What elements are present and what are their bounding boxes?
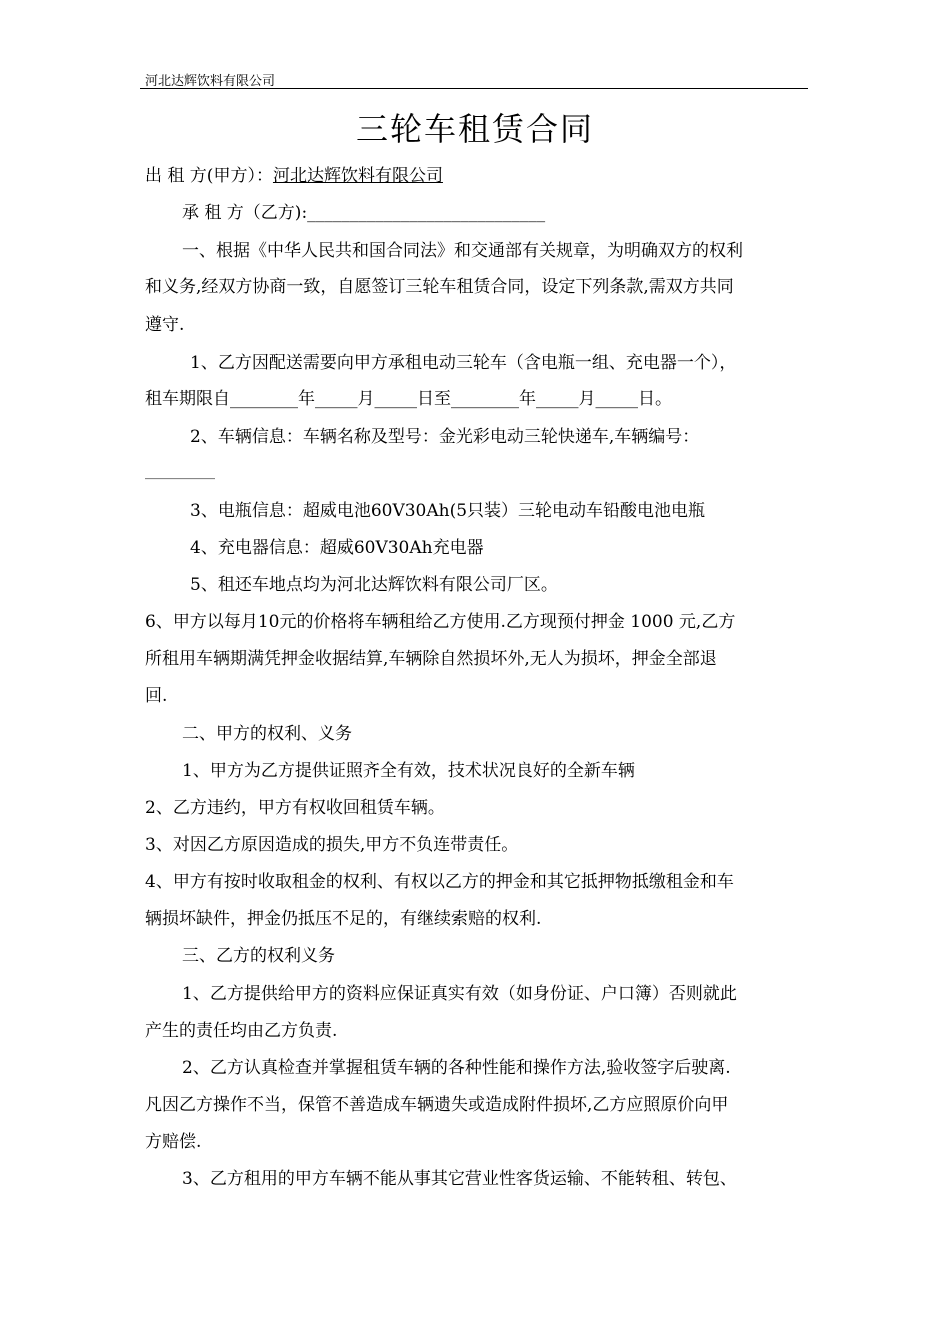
document-title: 三轮车租赁合同 [355,110,594,148]
header-divider [140,88,808,89]
item-3: 3、电瓶信息：超威电池60V30Ah(5只装）三轮电动车铅酸电池电瓶 [190,501,706,521]
lessor-line [145,168,443,185]
clause-1-line-2: 和义务,经双方协商一致，自愿签订三轮车租赁合同，设定下列条款,需双方共同 [145,277,734,297]
item-2-line-2: __________ [145,464,215,480]
clause-1-line-1: 一、根据《中华人民共和国合同法》和交通部有关规章，为明确双方的权利 [182,241,743,261]
lessee-label: 承 租 方（乙方): [182,203,308,223]
item-2-line-1: 2、车辆信息：车辆名称及型号：金光彩电动三轮快递车,车辆编号： [190,427,700,447]
section-2-item-3: 3、对因乙方原因造成的损失,甲方不负连带责任。 [145,835,519,855]
section-3-item-1-line-2: 产生的责任均由乙方负责. [145,1021,338,1041]
item-1-line-2: 租车期限自________年_____月_____日至________年_____月_____日。 [145,389,672,409]
lessee-line [182,205,545,222]
lessee-value: ____________________________ [307,203,546,223]
item-5: 5、租还车地点均为河北达辉饮料有限公司厂区。 [190,575,558,595]
lessor-label: 出 租 方(甲方）： [145,166,273,186]
section-3-item-1-line-1: 1、乙方提供给甲方的资料应保证真实有效（如身份证、户口簿）否则就此 [182,984,737,1004]
section-2-heading: 二、甲方的权利、义务 [182,724,352,744]
section-3-item-2-line-1: 2、乙方认真检查并掌握租赁车辆的各种性能和操作方法,验收签字后驶离. [182,1058,731,1078]
section-2-item-4-line-1: 4、甲方有按时收取租金的权利、有权以乙方的押金和其它抵押物抵缴租金和车 [145,872,734,892]
item-4: 4、充电器信息：超威60V30Ah充电器 [190,538,484,558]
section-2-item-4-line-2: 辆损坏缺件，押金仍抵压不足的，有继续索赔的权利. [145,909,542,929]
clause-1-line-3: 遵守. [145,315,185,335]
item-6-line-3: 回. [145,686,168,706]
section-2-item-1: 1、甲方为乙方提供证照齐全有效，技术状况良好的全新车辆 [182,761,635,781]
section-3-item-2-line-3: 方赔偿. [145,1132,202,1152]
header-company: 河北达辉饮料有限公司 [145,74,276,89]
item-1-line-1: 1、乙方因配送需要向甲方承租电动三轮车（含电瓶一组、充电器一个）， [190,353,737,373]
item-6-line-1: 6、甲方以每月10元的价格将车辆租给乙方使用.乙方现预付押金 1000 元,乙方 [145,612,736,632]
item-6-line-2: 所租用车辆期满凭押金收据结算,车辆除自然损坏外,无人为损坏，押金全部退 [145,649,717,669]
lessor-value: 河北达辉饮料有限公司 [272,166,443,186]
section-3-item-2-line-2: 凡因乙方操作不当，保管不善造成车辆遗失或造成附件损坏,乙方应照原价向甲 [145,1095,729,1115]
section-3-heading: 三、乙方的权利义务 [182,946,335,966]
section-2-item-2: 2、乙方违约，甲方有权收回租赁车辆。 [145,798,445,818]
section-3-item-3-line-1: 3、乙方租用的甲方车辆不能从事其它营业性客货运输、不能转租、转包、 [182,1169,737,1189]
